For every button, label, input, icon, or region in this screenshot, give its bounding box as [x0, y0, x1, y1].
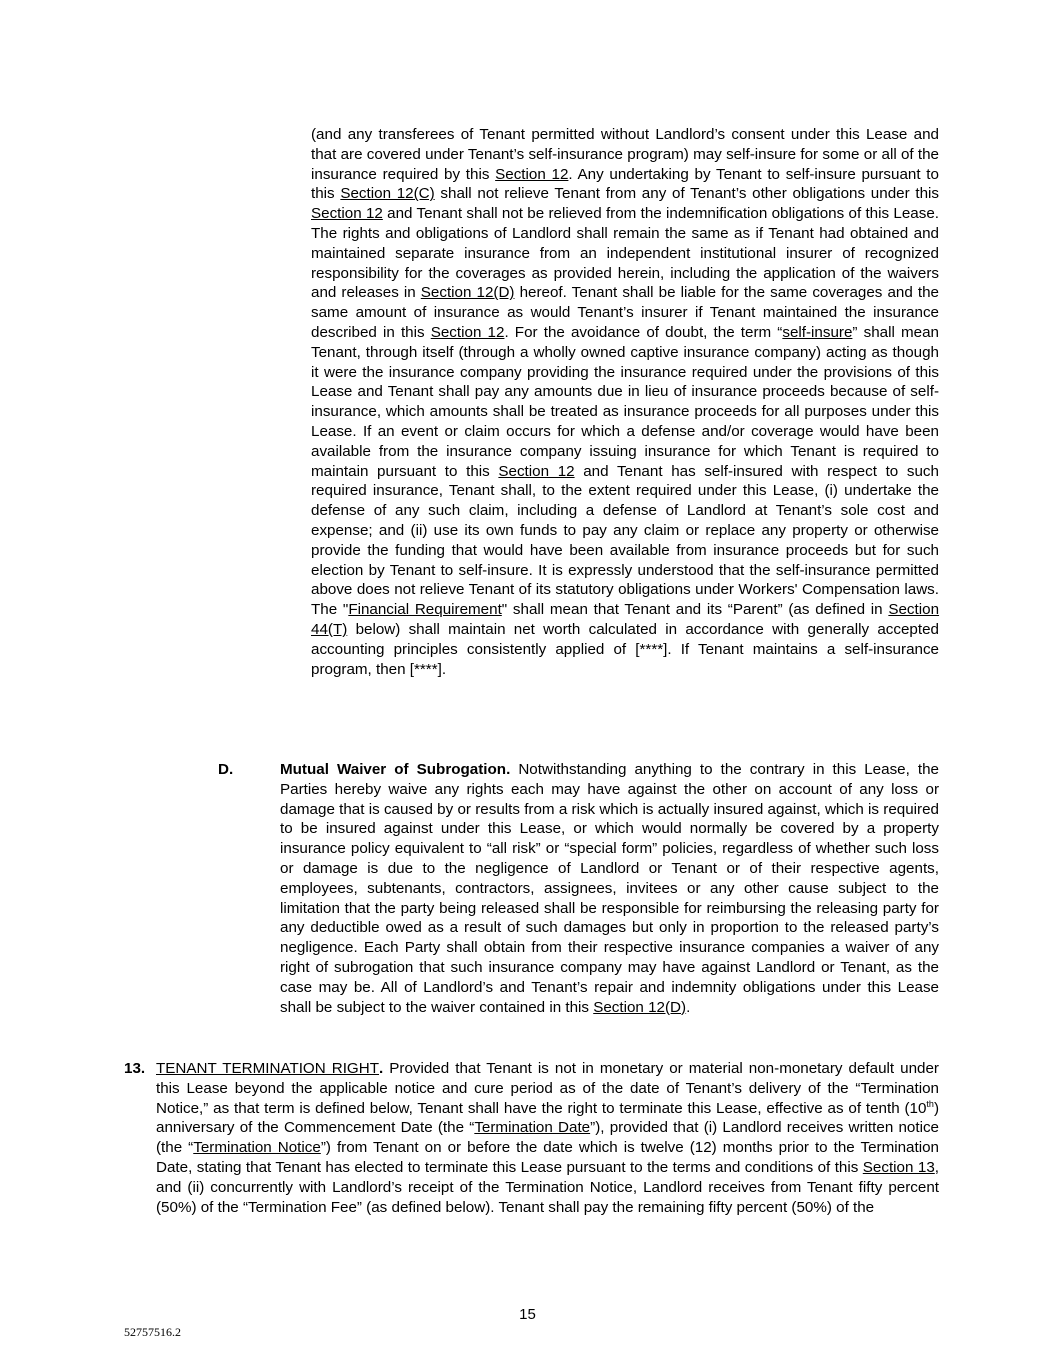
text-run: .	[686, 998, 691, 1016]
text-run: ”) from Tenant on or before the date which is twelve (12) months prior to the Termination Date, stating that Tenant has elected to terminate this Lease pursuant to the terms and conditions of this	[156, 1139, 939, 1176]
section-reference: Section 12	[495, 165, 569, 183]
text-run: . For the avoidance of doubt, the term “	[504, 323, 783, 341]
text-run: ” shall mean Tenant, through itself (through a wholly owned captive insurance company) acting as though it were the insurance company providing the insurance required under the provisions of this Lease and Tenant shall pay any amounts due in lieu of insurance proceeds because of self-insurance, which amounts shall be treated as insurance proceeds for all purposes under this Lease. If an event or claim occurs for which a defense and/or coverage would have been available from the insurance company issuing insurance for which Tenant is required to maintain pursuant to this	[311, 323, 939, 480]
section-d-paragraph	[280, 760, 939, 1017]
defined-term: Financial Requirement	[348, 601, 502, 619]
section-reference: Section 44(T)	[311, 601, 940, 638]
text-run: . Any undertaking by Tenant to self-insure pursuant to this	[311, 165, 939, 203]
section-13-heading: TENANT TERMINATION RIGHT	[156, 1060, 379, 1077]
heading-period: .	[379, 1060, 384, 1077]
page-number: 15	[519, 1306, 536, 1323]
section-d-heading: Mutual Waiver of Subrogation.	[280, 761, 511, 778]
section-reference: Section 12(C)	[340, 185, 435, 203]
text-run: Provided that Tenant is not in monetary or material non-monetary default under this Lease beyond the applicable notice and cure period as of the date of Tenant’s delivery of the “Termination Notice,” as that term is defined below, Tenant shall have the right to terminate this Lease, effective as of tenth (10	[156, 1060, 939, 1117]
defined-term: Termination Notice	[193, 1139, 321, 1157]
section-c-continuation-paragraph	[311, 125, 939, 679]
text-run: " shall mean that Tenant and its “Parent” (as defined in	[501, 601, 889, 619]
defined-term: self-insure	[782, 323, 853, 341]
section-d-label: D.	[218, 761, 234, 778]
text-run: ) anniversary of the Commencement Date (the “	[156, 1099, 939, 1137]
text-run: hereof. Tenant shall be liable for the same coverages and the same amount of insurance as would Tenant’s insurer if Tenant maintained the insurance described in this	[311, 284, 939, 341]
text-run: and Tenant has self-insured with respect to such required insurance, Tenant shall, to the extent required under this Lease, (i) undertake the defense of any such claim, including a defense of Landlord at Tenant’s sole cost and expense; and (ii) use its own funds to pay any claim or replace any property or otherwise provide the funding that would have been available from insurance proceeds but for such election by Tenant to self-insure. It is expressly understood that the self-insurance permitted above does not relieve Tenant of its statutory obligations under Workers' Compensation laws. The "	[311, 462, 939, 619]
text-run: below) shall maintain net worth calculated in accordance with generally accepted accounting principles consistently applied of [****]. If Tenant maintains a self-insurance program, then [****].	[311, 620, 939, 678]
document-id: 52757516.2	[124, 1325, 181, 1339]
section-13-number: 13.	[124, 1060, 146, 1077]
section-reference: Section 12(D)	[593, 998, 687, 1016]
section-13-paragraph	[156, 1059, 939, 1217]
text-run: Notwithstanding anything to the contrary in this Lease, the Parties hereby waive any rights each may have against the other on account of any loss or damage that is caused by or results from a risk which is actually insured against, which is required to be insured against under this Lease, or which would normally be covered by a property insurance policy equivalent to “all risk” or “special form” policies, regardless of whether such loss or damage is due to the negligence of Landlord or Tenant or of their respective agents, employees, subtenants, contractors, assignees, invitees or any other cause subject to the limitation that the party being released shall be responsible for reimbursing the releasing party for any deductible owed as a result of such damages but only in proportion to the released party’s negligence. Each Party shall obtain from their respective insurance companies a waiver of any right of subrogation that such insurance company may have against Landlord or Tenant, as the case may be. All of Landlord’s and Tenant’s repair and indemnity obligations under this Lease shall be subject to the waiver contained in this	[280, 761, 939, 1016]
section-reference: Section 12	[430, 323, 505, 341]
section-reference: Section 12	[498, 462, 575, 480]
text-run: shall not relieve Tenant from any of Tenant’s other obligations under this	[434, 185, 939, 203]
section-reference: Section 13	[862, 1158, 935, 1176]
text-run: and Tenant shall not be relieved from the indemnification obligations of this Lease. The rights and obligations of Landlord shall remain the same as if Tenant had obtained and maintained separate insurance from an independent institutional insurer of recognized responsibility for the coverages as provided herein, including the application of the waivers and releases in	[311, 205, 939, 302]
ordinal-superscript: th	[926, 1098, 934, 1109]
text-run: (and any transferees of Tenant permitted without Landlord’s consent under this Lease and that are covered under Tenant’s self-insurance program) may self-insure for some or all of the insurance required by this	[311, 126, 939, 183]
section-reference: Section 12	[311, 205, 383, 223]
text-run: ”), provided that (i) Landlord receives written notice (the “	[156, 1119, 940, 1157]
text-run: , and (ii) concurrently with Landlord’s receipt of the Termination Notice, Landlord receives from Tenant fifty percent (50%) of the “Termination Fee” (as defined below). Tenant shall pay the remaining fifty percent (50%) of the	[156, 1158, 939, 1216]
defined-term: Termination Date	[474, 1119, 591, 1137]
section-reference: Section 12(D)	[420, 284, 515, 302]
